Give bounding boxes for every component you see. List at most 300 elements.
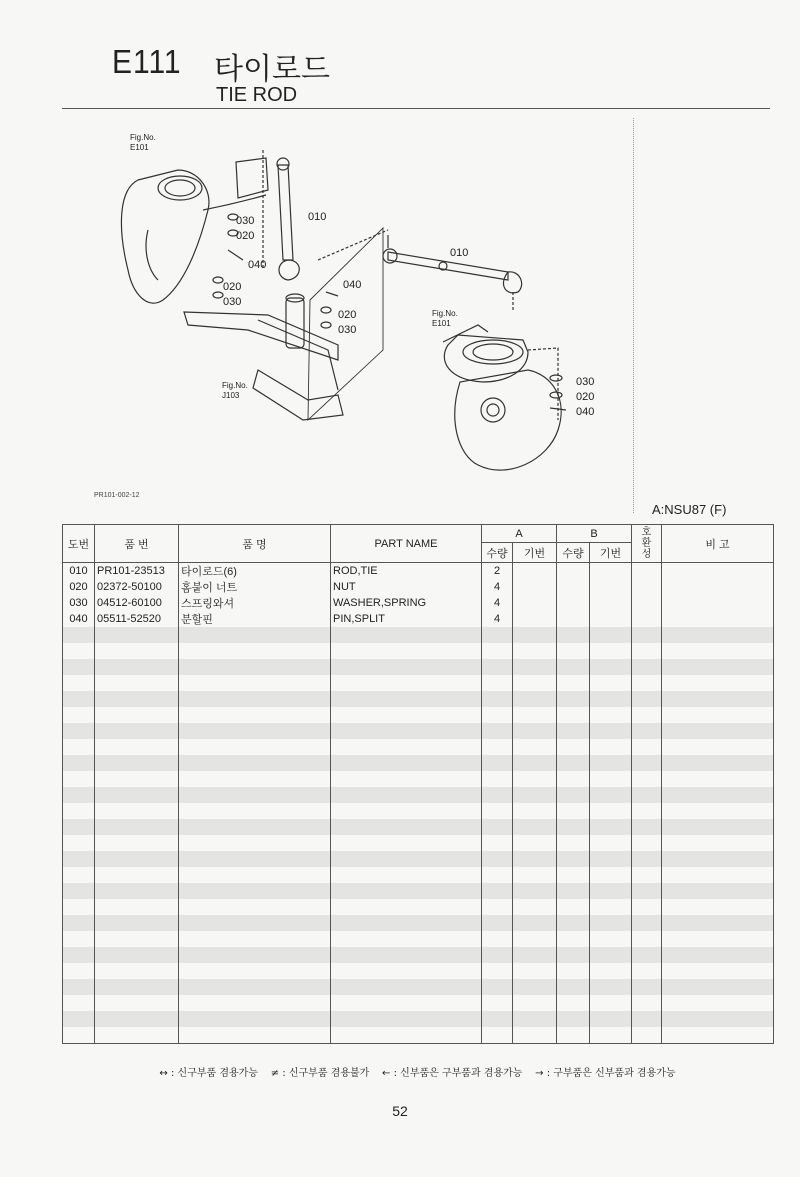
callout-020: 020	[338, 309, 357, 321]
cell-part-name	[331, 1027, 482, 1044]
cell-part-name	[331, 627, 482, 643]
cell-remarks	[662, 915, 774, 931]
cell-qty-a	[482, 915, 513, 931]
cell-std-a	[513, 755, 557, 771]
cell-ref	[63, 771, 95, 787]
cell-remarks	[662, 707, 774, 723]
cell-compat	[632, 643, 662, 659]
cell-qty-b	[557, 1011, 590, 1027]
cell-qty-a	[482, 867, 513, 883]
cell-std-b	[590, 931, 632, 947]
cell-ref: 010	[63, 563, 95, 580]
cell-compat	[632, 771, 662, 787]
cell-name-ko	[179, 947, 331, 963]
cell-qty-b	[557, 883, 590, 899]
cell-part-no	[95, 787, 179, 803]
table-row	[63, 595, 774, 611]
cell-compat	[632, 595, 662, 611]
callout-030: 030	[236, 215, 255, 227]
callout-020: 020	[576, 391, 595, 403]
table-row	[63, 643, 774, 659]
table-row	[63, 707, 774, 723]
cell-std-b	[590, 883, 632, 899]
cell-remarks	[662, 771, 774, 787]
cell-remarks	[662, 819, 774, 835]
cell-std-b	[590, 755, 632, 771]
cell-remarks	[662, 755, 774, 771]
cell-remarks	[662, 739, 774, 755]
cell-compat	[632, 979, 662, 995]
table-row	[63, 563, 774, 580]
cell-part-name	[331, 995, 482, 1011]
cell-std-b	[590, 995, 632, 1011]
cell-std-a	[513, 899, 557, 915]
cell-part-no	[95, 947, 179, 963]
cell-std-a	[513, 851, 557, 867]
cell-compat	[632, 627, 662, 643]
cell-part-name	[331, 979, 482, 995]
cell-part-no: PR101-23513	[95, 563, 179, 580]
cell-part-no	[95, 979, 179, 995]
cell-qty-a	[482, 643, 513, 659]
table-row	[63, 947, 774, 963]
cell-name-ko	[179, 963, 331, 979]
cell-part-no	[95, 1027, 179, 1044]
cell-std-a	[513, 707, 557, 723]
cell-qty-a: 2	[482, 563, 513, 580]
cell-part-name	[331, 803, 482, 819]
cell-name-ko	[179, 675, 331, 691]
table-row	[63, 723, 774, 739]
callout-040: 040	[576, 406, 595, 418]
table-row	[63, 899, 774, 915]
cell-std-b	[590, 739, 632, 755]
cell-std-b	[590, 595, 632, 611]
title-divider	[62, 108, 770, 109]
page-title-english: TIE ROD	[216, 84, 298, 106]
cell-compat	[632, 883, 662, 899]
cell-name-ko	[179, 627, 331, 643]
cell-ref	[63, 995, 95, 1011]
cell-std-a	[513, 867, 557, 883]
cell-qty-b	[557, 819, 590, 835]
cell-std-b	[590, 579, 632, 595]
cell-qty-a	[482, 691, 513, 707]
header-group-a: A	[482, 525, 557, 543]
cell-std-b	[590, 979, 632, 995]
cell-name-ko	[179, 851, 331, 867]
cell-remarks	[662, 931, 774, 947]
cell-name-ko: 홈붙이 너트	[179, 579, 331, 595]
cell-compat	[632, 931, 662, 947]
cell-ref	[63, 1027, 95, 1044]
cell-part-name	[331, 883, 482, 899]
cell-name-ko	[179, 899, 331, 915]
cell-part-name: NUT	[331, 579, 482, 595]
cell-remarks	[662, 979, 774, 995]
cell-std-a	[513, 963, 557, 979]
cell-remarks	[662, 963, 774, 979]
cell-ref	[63, 691, 95, 707]
cell-qty-b	[557, 739, 590, 755]
cell-part-name	[331, 675, 482, 691]
cell-std-b	[590, 899, 632, 915]
cell-qty-b	[557, 947, 590, 963]
cell-name-ko	[179, 739, 331, 755]
cell-std-a	[513, 595, 557, 611]
cell-part-no	[95, 739, 179, 755]
cell-std-a	[513, 1027, 557, 1044]
cell-ref	[63, 899, 95, 915]
cell-name-ko	[179, 707, 331, 723]
cell-std-b	[590, 1027, 632, 1044]
callout-030: 030	[338, 324, 357, 336]
cell-remarks	[662, 803, 774, 819]
cell-ref	[63, 979, 95, 995]
cell-part-name	[331, 915, 482, 931]
cell-remarks	[662, 579, 774, 595]
cell-qty-b	[557, 771, 590, 787]
callout-030: 030	[576, 376, 595, 388]
cell-std-a	[513, 1011, 557, 1027]
cell-remarks	[662, 675, 774, 691]
cell-part-name: WASHER,SPRING	[331, 595, 482, 611]
cell-compat	[632, 899, 662, 915]
cell-name-ko	[179, 995, 331, 1011]
cell-std-b	[590, 627, 632, 643]
table-row	[63, 771, 774, 787]
cell-qty-b	[557, 835, 590, 851]
cell-std-a	[513, 915, 557, 931]
cell-std-a	[513, 835, 557, 851]
cell-qty-a	[482, 963, 513, 979]
cell-ref	[63, 963, 95, 979]
callout-010: 010	[450, 247, 469, 259]
table-row	[63, 691, 774, 707]
cell-remarks	[662, 595, 774, 611]
cell-part-no	[95, 691, 179, 707]
cell-remarks	[662, 563, 774, 580]
cell-name-ko	[179, 867, 331, 883]
header-qty-a: 수량	[482, 543, 513, 563]
dotted-divider	[633, 118, 634, 513]
cell-std-a	[513, 659, 557, 675]
cell-qty-b	[557, 707, 590, 723]
cell-remarks	[662, 691, 774, 707]
cell-name-ko	[179, 819, 331, 835]
cell-remarks	[662, 643, 774, 659]
cell-std-b	[590, 851, 632, 867]
cell-qty-b	[557, 579, 590, 595]
cell-qty-a	[482, 947, 513, 963]
header-compat: 호환성	[632, 525, 662, 563]
cell-part-name	[331, 659, 482, 675]
callout-030: 030	[223, 296, 242, 308]
table-row	[63, 867, 774, 883]
cell-part-no	[95, 915, 179, 931]
cell-remarks	[662, 787, 774, 803]
cell-part-no	[95, 835, 179, 851]
cell-ref	[63, 739, 95, 755]
cell-part-no	[95, 931, 179, 947]
table-row	[63, 963, 774, 979]
cell-remarks	[662, 1027, 774, 1044]
cell-name-ko	[179, 691, 331, 707]
cell-part-no	[95, 675, 179, 691]
cell-ref	[63, 819, 95, 835]
legend-item: → : 구부품은 신부품과 겸용가능	[535, 1068, 676, 1079]
cell-std-b	[590, 803, 632, 819]
cell-part-name	[331, 931, 482, 947]
cell-qty-b	[557, 611, 590, 627]
cell-ref	[63, 947, 95, 963]
table-row	[63, 1027, 774, 1044]
cell-part-no	[95, 643, 179, 659]
header-name-ko: 품 명	[179, 525, 331, 563]
header-part-no: 품 번	[95, 525, 179, 563]
cell-part-name	[331, 819, 482, 835]
cell-qty-a	[482, 787, 513, 803]
cell-compat	[632, 787, 662, 803]
cell-part-name	[331, 867, 482, 883]
cell-std-a	[513, 675, 557, 691]
cell-std-a	[513, 979, 557, 995]
fig-ref-j103: J103	[222, 391, 240, 400]
cell-qty-a	[482, 675, 513, 691]
cell-qty-b	[557, 867, 590, 883]
cell-part-no	[95, 1011, 179, 1027]
cell-remarks	[662, 659, 774, 675]
cell-name-ko	[179, 787, 331, 803]
table-row	[63, 627, 774, 643]
cell-part-name	[331, 739, 482, 755]
illustration-code: PR101-002-12	[94, 492, 140, 499]
cell-part-name	[331, 835, 482, 851]
model-code: A:NSU87 (F)	[652, 502, 727, 517]
header-std-b: 기번	[590, 543, 632, 563]
cell-remarks	[662, 627, 774, 643]
cell-part-no: 04512-60100	[95, 595, 179, 611]
cell-qty-a: 4	[482, 595, 513, 611]
cell-part-no	[95, 899, 179, 915]
cell-compat	[632, 915, 662, 931]
callout-010: 010	[308, 211, 327, 223]
cell-qty-a	[482, 883, 513, 899]
cell-ref	[63, 659, 95, 675]
cell-std-a	[513, 931, 557, 947]
cell-name-ko	[179, 643, 331, 659]
cell-part-no	[95, 771, 179, 787]
cell-qty-a	[482, 771, 513, 787]
cell-part-name	[331, 787, 482, 803]
cell-name-ko	[179, 915, 331, 931]
callout-020: 020	[223, 281, 242, 293]
cell-part-name	[331, 755, 482, 771]
page-number: 52	[392, 1103, 408, 1119]
cell-qty-b	[557, 963, 590, 979]
header-ref: 도번	[63, 525, 95, 563]
cell-part-no	[95, 707, 179, 723]
cell-ref	[63, 867, 95, 883]
header-qty-b: 수량	[557, 543, 590, 563]
cell-name-ko	[179, 1011, 331, 1027]
cell-qty-a: 4	[482, 579, 513, 595]
cell-ref	[63, 643, 95, 659]
cell-part-no: 02372-50100	[95, 579, 179, 595]
cell-std-b	[590, 563, 632, 580]
cell-std-b	[590, 867, 632, 883]
cell-part-no	[95, 867, 179, 883]
cell-qty-a	[482, 723, 513, 739]
cell-qty-b	[557, 995, 590, 1011]
cell-compat	[632, 867, 662, 883]
cell-name-ko: 분할핀	[179, 611, 331, 627]
cell-compat	[632, 691, 662, 707]
cell-part-name	[331, 851, 482, 867]
cell-std-a	[513, 563, 557, 580]
section-code: E111	[112, 44, 182, 81]
table-row	[63, 915, 774, 931]
cell-std-b	[590, 707, 632, 723]
cell-qty-a	[482, 1027, 513, 1044]
cell-name-ko	[179, 1027, 331, 1044]
table-row	[63, 835, 774, 851]
cell-qty-b	[557, 691, 590, 707]
tie-rod-exploded-diagram	[88, 120, 628, 490]
cell-qty-a	[482, 819, 513, 835]
cell-compat	[632, 707, 662, 723]
table-row	[63, 883, 774, 899]
table-row	[63, 755, 774, 771]
cell-std-a	[513, 739, 557, 755]
cell-qty-b	[557, 627, 590, 643]
cell-ref	[63, 1011, 95, 1027]
table-row	[63, 675, 774, 691]
cell-std-b	[590, 691, 632, 707]
cell-compat	[632, 1027, 662, 1044]
cell-name-ko	[179, 755, 331, 771]
cell-part-no	[95, 755, 179, 771]
cell-qty-b	[557, 723, 590, 739]
cell-qty-a	[482, 755, 513, 771]
cell-ref	[63, 627, 95, 643]
cell-qty-b	[557, 675, 590, 691]
cell-ref	[63, 707, 95, 723]
cell-std-b	[590, 611, 632, 627]
cell-remarks	[662, 883, 774, 899]
cell-part-no: 05511-52520	[95, 611, 179, 627]
cell-compat	[632, 659, 662, 675]
cell-remarks	[662, 611, 774, 627]
fig-label: Fig.No.	[432, 309, 458, 318]
cell-part-name	[331, 723, 482, 739]
cell-name-ko	[179, 883, 331, 899]
cell-part-name: PIN,SPLIT	[331, 611, 482, 627]
cell-part-no	[95, 963, 179, 979]
cell-qty-b	[557, 787, 590, 803]
cell-name-ko	[179, 931, 331, 947]
cell-std-b	[590, 963, 632, 979]
cell-remarks	[662, 947, 774, 963]
cell-std-a	[513, 787, 557, 803]
cell-part-no	[95, 819, 179, 835]
cell-ref: 040	[63, 611, 95, 627]
cell-std-a	[513, 579, 557, 595]
cell-ref	[63, 931, 95, 947]
parts-table-body	[63, 563, 774, 1044]
cell-std-b	[590, 723, 632, 739]
cell-compat	[632, 675, 662, 691]
cell-ref	[63, 787, 95, 803]
cell-part-no	[95, 723, 179, 739]
table-row	[63, 611, 774, 627]
cell-compat	[632, 851, 662, 867]
cell-remarks	[662, 851, 774, 867]
table-row	[63, 1011, 774, 1027]
cell-qty-a	[482, 931, 513, 947]
cell-remarks	[662, 1011, 774, 1027]
cell-remarks	[662, 899, 774, 915]
cell-qty-b	[557, 931, 590, 947]
header-std-a: 기번	[513, 543, 557, 563]
cell-qty-b	[557, 755, 590, 771]
cell-qty-b	[557, 659, 590, 675]
header-part-name: PART NAME	[331, 525, 482, 563]
cell-compat	[632, 611, 662, 627]
cell-compat	[632, 739, 662, 755]
table-row	[63, 979, 774, 995]
cell-std-a	[513, 947, 557, 963]
cell-compat	[632, 995, 662, 1011]
cell-part-no	[95, 627, 179, 643]
cell-name-ko	[179, 803, 331, 819]
cell-name-ko	[179, 659, 331, 675]
cell-part-name	[331, 1011, 482, 1027]
cell-part-no	[95, 995, 179, 1011]
cell-name-ko	[179, 835, 331, 851]
cell-qty-b	[557, 643, 590, 659]
cell-std-a	[513, 723, 557, 739]
cell-qty-b	[557, 851, 590, 867]
cell-ref: 030	[63, 595, 95, 611]
cell-std-a	[513, 771, 557, 787]
cell-compat	[632, 835, 662, 851]
cell-compat	[632, 563, 662, 580]
cell-qty-a	[482, 979, 513, 995]
table-row	[63, 659, 774, 675]
cell-std-b	[590, 819, 632, 835]
cell-compat	[632, 755, 662, 771]
cell-name-ko: 스프링와셔	[179, 595, 331, 611]
cell-ref	[63, 803, 95, 819]
cell-part-no	[95, 659, 179, 675]
cell-compat	[632, 803, 662, 819]
legend-item: ← : 신부품은 구부품과 겸용가능	[382, 1068, 523, 1079]
table-row	[63, 931, 774, 947]
cell-ref	[63, 755, 95, 771]
header-group-b: B	[557, 525, 632, 543]
cell-qty-a: 4	[482, 611, 513, 627]
cell-ref	[63, 851, 95, 867]
compatibility-legend	[62, 1064, 773, 1079]
fig-ref-e101-left: E101	[130, 143, 149, 152]
cell-name-ko	[179, 771, 331, 787]
cell-name-ko: 타이로드(6)	[179, 563, 331, 580]
cell-compat	[632, 1011, 662, 1027]
cell-part-name	[331, 643, 482, 659]
legend-item: ↔ : 신구부품 겸용가능	[159, 1068, 259, 1079]
cell-qty-b	[557, 915, 590, 931]
